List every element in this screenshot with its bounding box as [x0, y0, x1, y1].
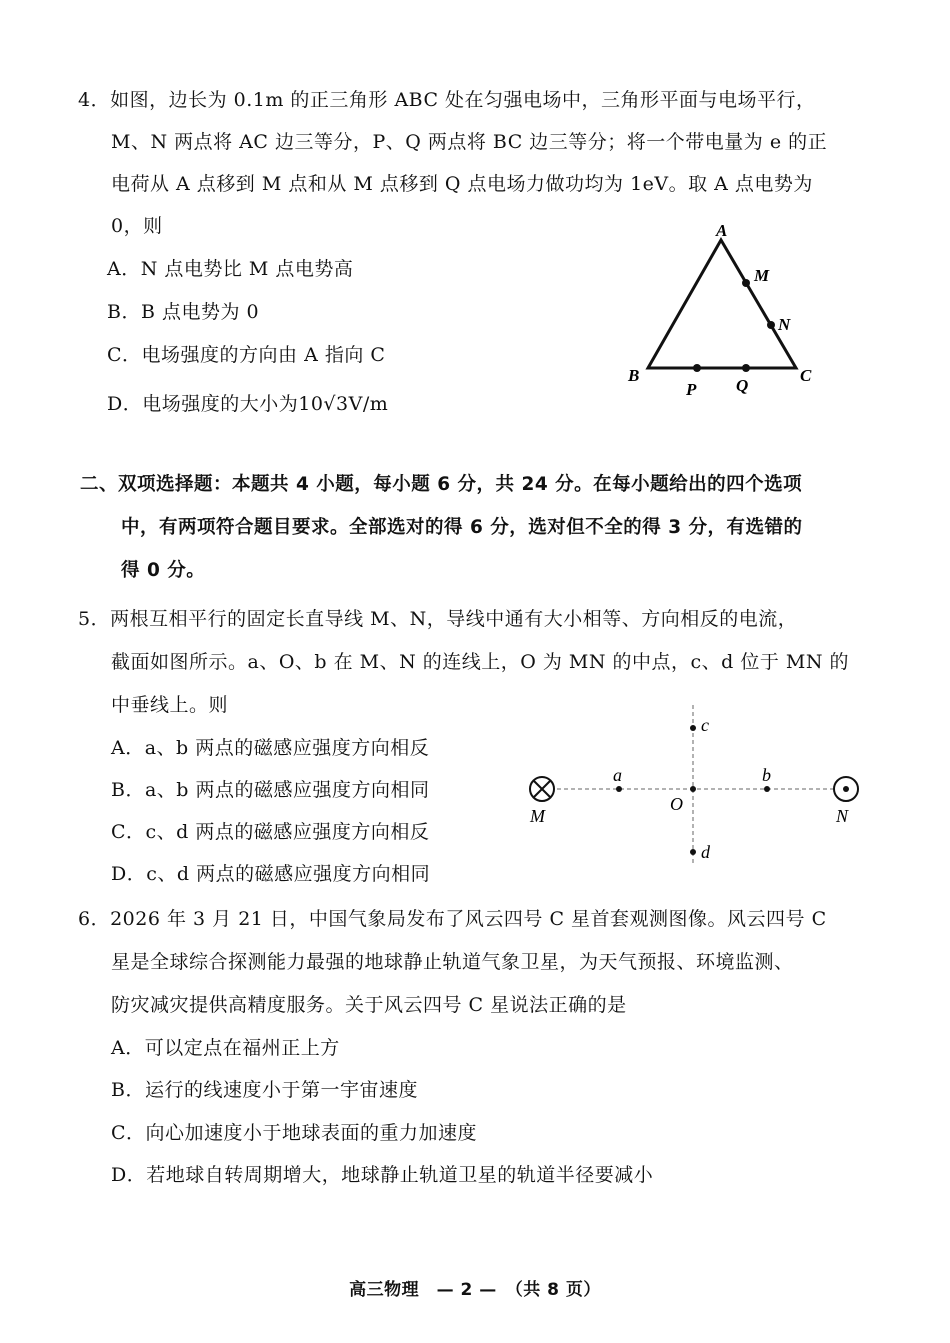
point-b [764, 786, 770, 792]
section2-title-line-2: 中，有两项符合题目要求。全部选对的得 6 分，选对但不全的得 3 分，有选错的 [121, 517, 803, 538]
point-m [742, 279, 750, 287]
point-n [767, 321, 775, 329]
point-d [690, 849, 696, 855]
label-c: c [701, 715, 709, 735]
label-m: M [530, 806, 545, 826]
q5-stem-line-1: 5．两根互相平行的固定长直导线 M、N，导线中通有大小相等、方向相反的电流， [78, 608, 798, 630]
label-n: N [778, 315, 791, 334]
label-n: N [836, 806, 849, 826]
label-q: Q [736, 376, 749, 395]
q5-option-d: D．c、d 两点的磁感应强度方向相同 [111, 863, 431, 885]
q4-triangle-figure [620, 218, 820, 400]
q4-option-c: C．电场强度的方向由 A 指向 C [107, 344, 386, 366]
wire-m-into-page-icon [530, 777, 554, 801]
label-a: a [613, 765, 622, 785]
label-c: C [800, 366, 812, 385]
point-c [690, 725, 696, 731]
q5-option-b: B．a、b 两点的磁感应强度方向相同 [111, 779, 430, 801]
point-o [690, 786, 696, 792]
section2-title-line-1: 二、双项选择题：本题共 4 小题，每小题 6 分，共 24 分。在每小题给出的四个选项 [80, 474, 803, 495]
q6-stem-line-3: 防灾减灾提供高精度服务。关于风云四号 C 星说法正确的是 [111, 994, 627, 1016]
q6-option-a: A．可以定点在福州正上方 [111, 1037, 340, 1059]
label-p: P [686, 380, 697, 399]
triangle-abc [648, 240, 796, 368]
q6-stem-line-1: 6．2026 年 3 月 21 日，中国气象局发布了风云四号 C 星首套观测图像。风云四号 C [78, 908, 827, 930]
point-q [742, 364, 750, 372]
q4-stem-line-3: 电荷从 A 点移到 M 点和从 M 点移到 Q 点电场力做功均为 1eV。取 A 点电势为 [111, 173, 813, 195]
q4-option-a: A．N 点电势比 M 点电势高 [107, 258, 354, 280]
q5-option-c: C．c、d 两点的磁感应强度方向相反 [111, 821, 430, 843]
label-d: d [701, 842, 710, 862]
section2-title-line-3: 得 0 分。 [121, 560, 206, 581]
wire-n-out-of-page-icon [834, 777, 858, 801]
q5-option-a: A．a、b 两点的磁感应强度方向相反 [111, 737, 430, 759]
q4-stem-line-2: M、N 两点将 AC 边三等分，P、Q 两点将 BC 边三等分；将一个带电量为 e 的正 [111, 131, 828, 153]
label-o: O [670, 794, 683, 814]
q5-stem-line-3: 中垂线上。则 [111, 694, 229, 716]
q4-option-d: D．电场强度的大小为10√3V/m [107, 393, 389, 415]
point-a [616, 786, 622, 792]
point-p [693, 364, 701, 372]
q6-option-d: D．若地球自转周期增大，地球静止轨道卫星的轨道半径要减小 [111, 1164, 654, 1186]
q6-stem-line-2: 星是全球综合探测能力最强的地球静止轨道气象卫星，为天气预报、环境监测、 [111, 951, 794, 973]
q6-option-c: C．向心加速度小于地球表面的重力加速度 [111, 1122, 478, 1144]
q4-stem-line-4: 0，则 [111, 215, 163, 237]
page-footer: 高三物理 — 2 — （共 8 页） [349, 1280, 601, 1300]
label-b: B [628, 366, 640, 385]
q5-wires-figure [520, 700, 870, 870]
label-m: M [754, 266, 770, 285]
q4-stem-line-1: 4．如图，边长为 0.1m 的正三角形 ABC 处在匀强电场中，三角形平面与电场平行， [78, 89, 816, 111]
label-b: b [762, 765, 771, 785]
q5-stem-line-2: 截面如图所示。a、O、b 在 M、N 的连线上，O 为 MN 的中点，c、d 位于 MN 的 [111, 651, 850, 673]
q4-option-b: B．B 点电势为 0 [107, 301, 260, 323]
label-a: A [716, 221, 728, 240]
q6-option-b: B．运行的线速度小于第一宇宙速度 [111, 1079, 418, 1101]
